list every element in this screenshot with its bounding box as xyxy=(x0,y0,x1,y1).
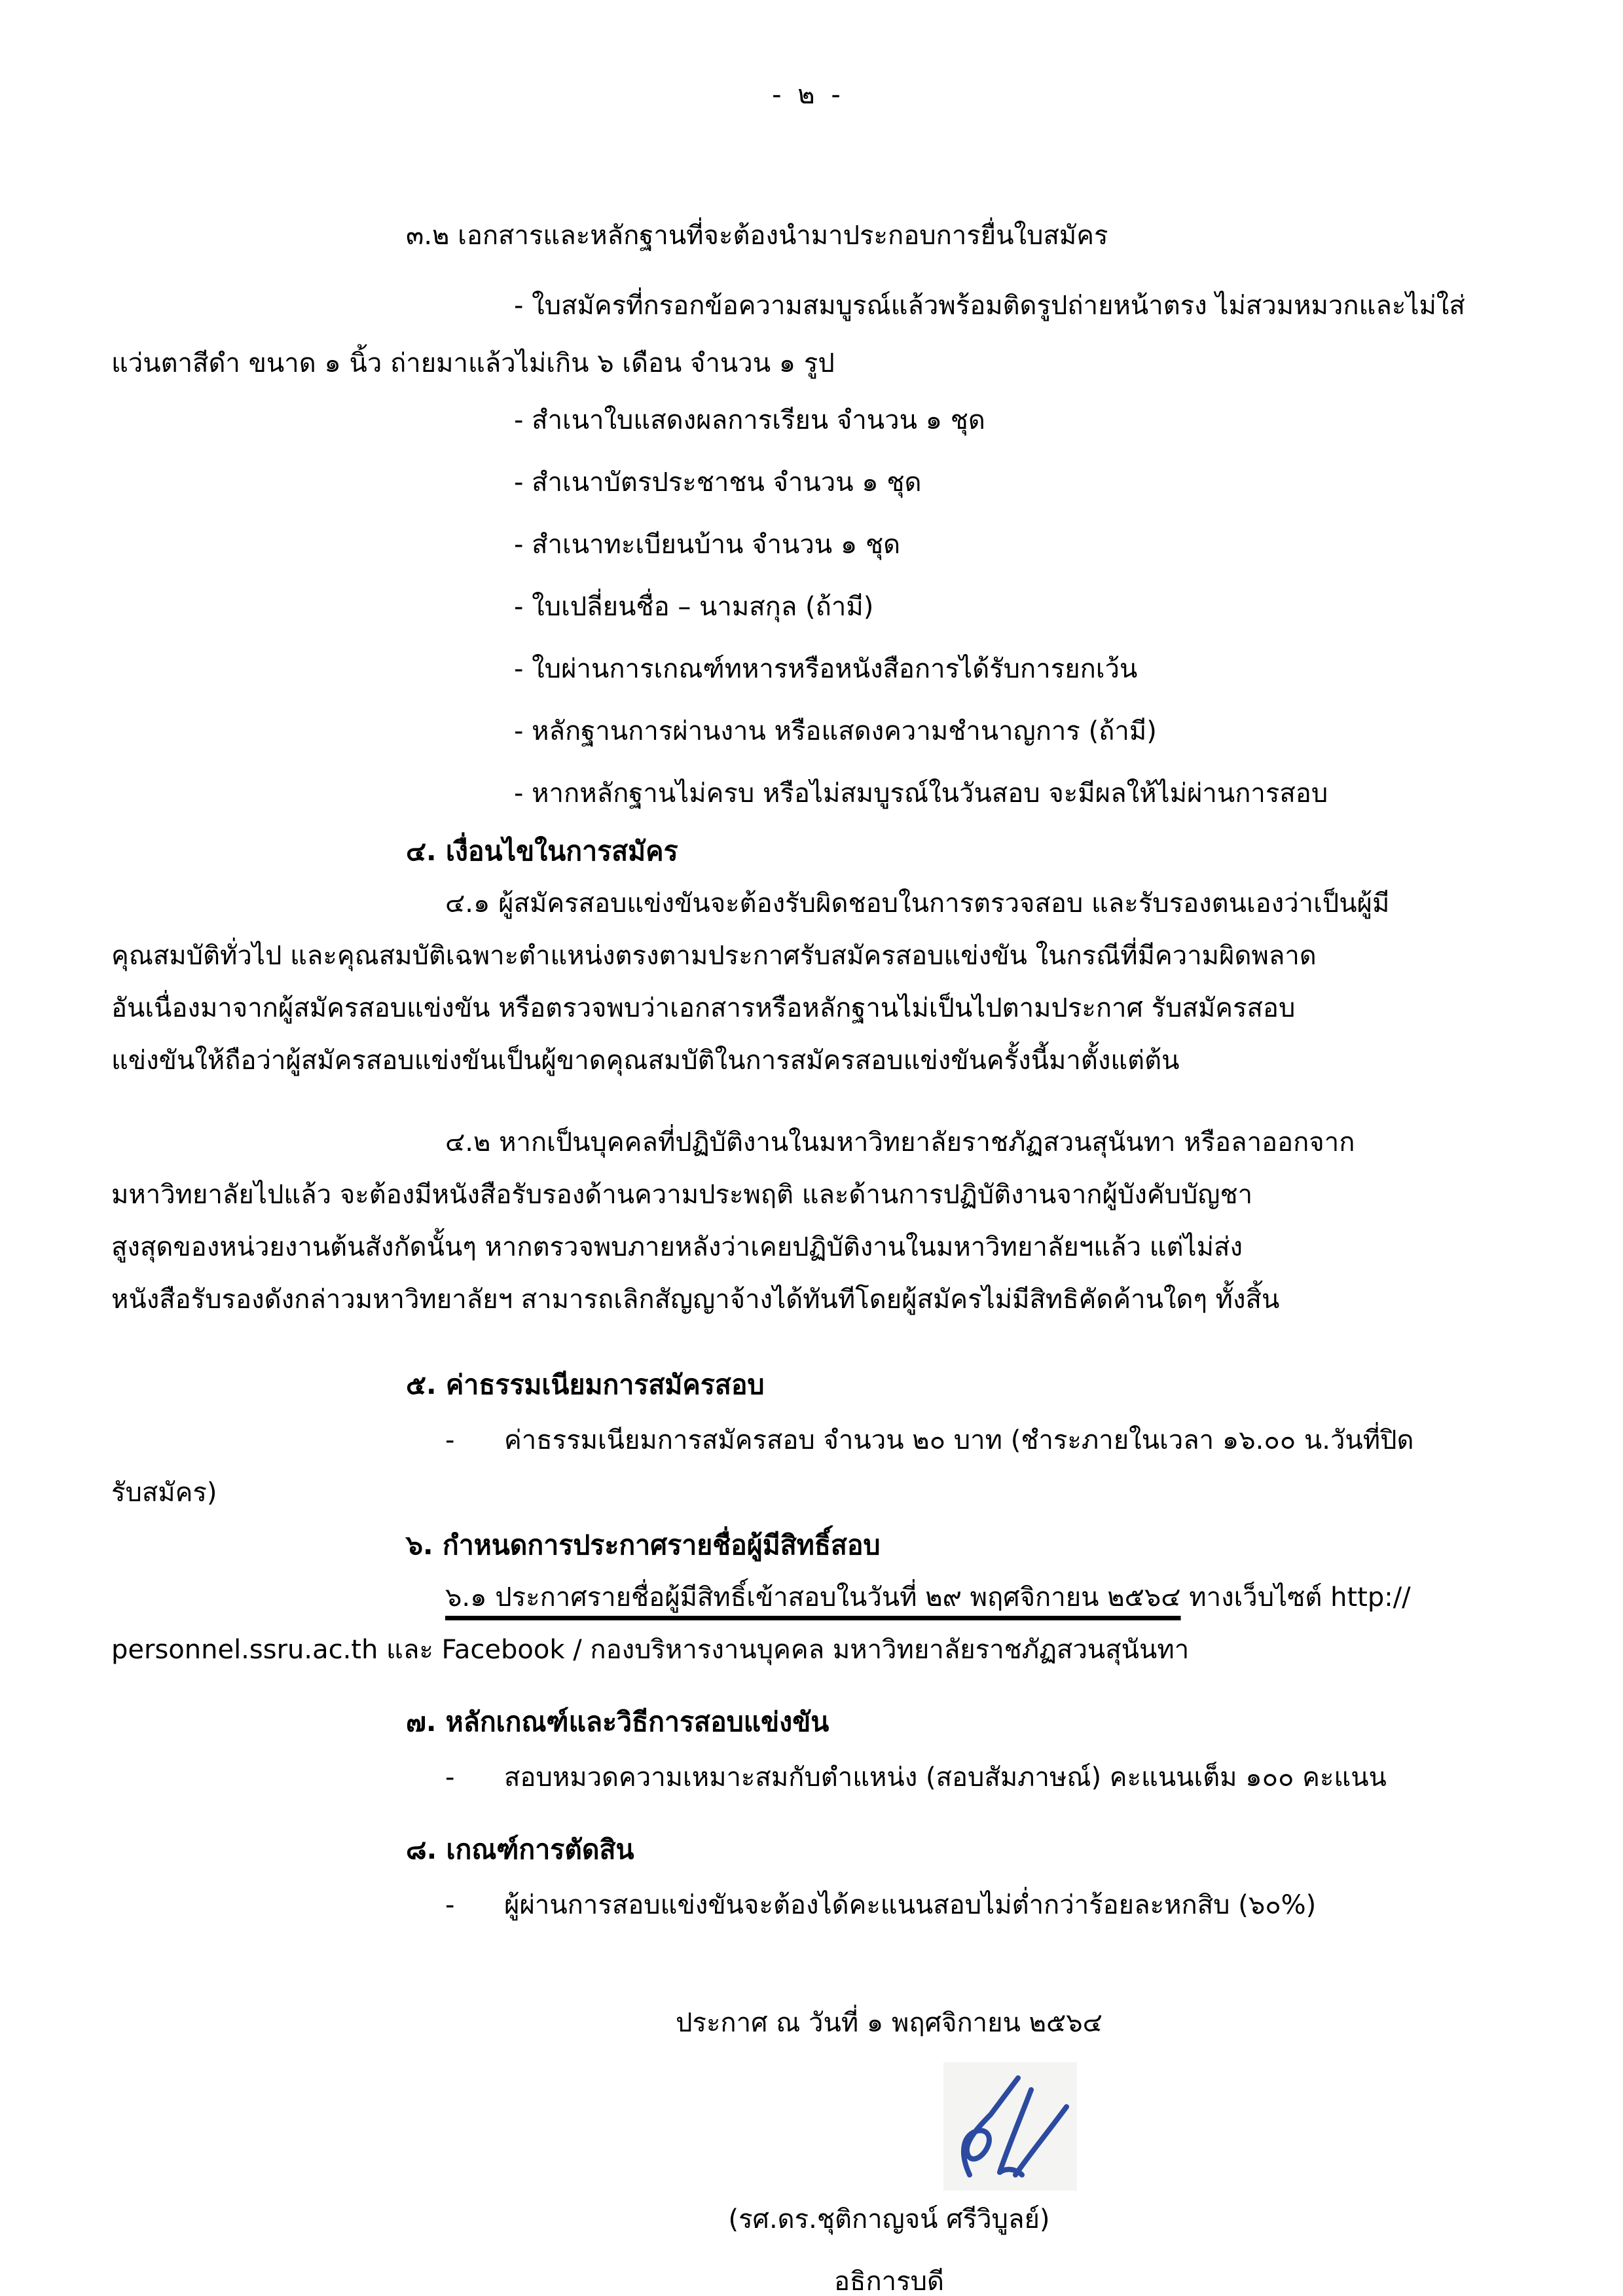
list-item: - สำเนาบัตรประชาชน จำนวน ๑ ชุด xyxy=(514,467,922,498)
paragraph-line xyxy=(111,1879,1505,1931)
section-6-heading: ๖. กำหนดการประกาศรายชื่อผู้มีสิทธิ์สอบ xyxy=(406,1529,881,1561)
paragraph-line: อันเนื่องมาจากผู้สมัครสอบแข่งขัน หรือตรวจพบว่าเอกสารหรือหลักฐานไม่เป็นไปตามประกาศ รับสมัครสอบ xyxy=(111,993,1296,1023)
signature-area xyxy=(627,2062,1151,2187)
signature-block xyxy=(627,1997,1151,2296)
paragraph-line xyxy=(111,1414,1505,1467)
exam-method-text: สอบหมวดความเหมาะสมกับตำแหน่ง (สอบสัมภาษณ์) คะแนนเต็ม ๑๐๐ คะแนน xyxy=(504,1762,1387,1793)
signature-image xyxy=(943,2062,1077,2191)
paragraph-line xyxy=(111,1571,1505,1624)
announcement-date-underlined: ๖.๑ ประกาศรายชื่อผู้มีสิทธิ์เข้าสอบในวันที่ ๒๙ พฤศจิกายน ๒๕๖๔ xyxy=(445,1582,1181,1613)
section-7-heading: ๗. หลักเกณฑ์และวิธีการสอบแข่งขัน xyxy=(406,1706,830,1738)
paragraph-line: ๔.๒ หากเป็นบุคคลที่ปฏิบัติงานในมหาวิทยาลัยราชภัฏสวนสุนันทา หรือลาออกจาก xyxy=(445,1127,1355,1157)
dash-bullet: - xyxy=(445,1890,455,1920)
signer-name: (รศ.ดร.ชุติกาญจน์ ศรีวิบูลย์) xyxy=(728,2204,1050,2234)
paragraph-line xyxy=(111,1751,1505,1804)
section-5-heading: ๕. ค่าธรรมเนียมการสมัครสอบ xyxy=(406,1369,765,1400)
paragraph-line: มหาวิทยาลัยไปแล้ว จะต้องมีหนังสือรับรองด้านความประพฤติ และด้านการปฏิบัติงานจากผู้บังคับบัญชา xyxy=(111,1180,1253,1210)
list-item: - หลักฐานการผ่านงาน หรือแสดงความชำนาญการ (ถ้ามี) xyxy=(514,716,1157,746)
section-8-heading: ๘. เกณฑ์การตัดสิน xyxy=(406,1834,634,1865)
section-3-2-heading: ๓.๒ เอกสารและหลักฐานที่จะต้องนำมาประกอบการยื่นใบสมัคร xyxy=(406,221,1108,251)
paragraph-line: สูงสุดของหน่วยงานต้นสังกัดนั้นๆ หากตรวจพบภายหลังว่าเคยปฏิบัติงานในมหาวิทยาลัยฯแล้ว แต่ไม่ส่ง xyxy=(111,1232,1243,1262)
fee-text: ค่าธรรมเนียมการสมัครสอบ จำนวน ๒๐ บาท (ชำระภายในเวลา ๑๖.๐๐ น.วันที่ปิด xyxy=(504,1425,1414,1455)
page-number: - ๒ - xyxy=(772,80,845,110)
dash-bullet: - xyxy=(445,1425,455,1455)
paragraph-line: คุณสมบัติทั่วไป และคุณสมบัติเฉพาะตำแหน่งตรงตามประกาศรับสมัครสอบแข่งขัน ในกรณีที่มีความผิดพลาด xyxy=(111,941,1317,971)
dash-bullet: - xyxy=(445,1762,455,1793)
document-item-continuation: แว่นตาสีดำ ขนาด ๑ นิ้ว ถ่ายมาแล้วไม่เกิน ๖ เดือน จำนวน ๑ รูป xyxy=(111,348,835,378)
passing-criteria-text: ผู้ผ่านการสอบแข่งขันจะต้องได้คะแนนสอบไม่ต่ำกว่าร้อยละหกสิบ (๖๐%) xyxy=(504,1890,1317,1920)
list-item: - สำเนาทะเบียนบ้าน จำนวน ๑ ชุด xyxy=(514,530,901,560)
signer-title: อธิการบดี xyxy=(834,2267,944,2296)
paragraph-line: รับสมัคร) xyxy=(111,1478,217,1508)
section-4-heading: ๔. เงื่อนไขในการสมัคร xyxy=(406,835,678,867)
list-item: - สำเนาใบแสดงผลการเรียน จำนวน ๑ ชุด xyxy=(514,405,985,435)
list-item: - หากหลักฐานไม่ครบ หรือไม่สมบูรณ์ในวันสอบ จะมีผลให้ไม่ผ่านการสอบ xyxy=(514,778,1328,809)
issued-date-line: ประกาศ ณ วันที่ ๑ พฤศจิกายน ๒๕๖๔ xyxy=(676,2008,1103,2038)
signature-icon xyxy=(945,2064,1076,2183)
paragraph-line: แข่งขันให้ถือว่าผู้สมัครสอบแข่งขันเป็นผู้ขาดคุณสมบัติในการสมัครสอบแข่งขันครั้งนี้มาตั้งแต่ต้น xyxy=(111,1046,1180,1076)
website-lead-text: ทางเว็บไซต์ http:// xyxy=(1180,1582,1411,1613)
website-line: personnel.ssru.ac.th และ Facebook / กองบริหารงานบุคคล มหาวิทยาลัยราชภัฏสวนสุนันทา xyxy=(111,1635,1190,1665)
paragraph-line: หนังสือรับรองดังกล่าวมหาวิทยาลัยฯ สามารถเลิกสัญญาจ้างได้ทันทีโดยผู้สมัครไม่มีสิทธิคัดค้านใดๆ ทั้งสิ้น xyxy=(111,1285,1280,1315)
document-item-line: - ใบสมัครที่กรอกข้อความสมบูรณ์แล้วพร้อมติดรูปถ่ายหน้าตรง ไม่สวมหมวกและไม่ใส่ xyxy=(514,291,1465,321)
list-item: - ใบผ่านการเกณฑ์ทหารหรือหนังสือการได้รับการยกเว้น xyxy=(514,654,1138,684)
paragraph-line: ๔.๑ ผู้สมัครสอบแข่งขันจะต้องรับผิดชอบในการตรวจสอบ และรับรองตนเองว่าเป็นผู้มี xyxy=(445,888,1390,919)
list-item: - ใบเปลี่ยนชื่อ – นามสกุล (ถ้ามี) xyxy=(514,592,874,622)
